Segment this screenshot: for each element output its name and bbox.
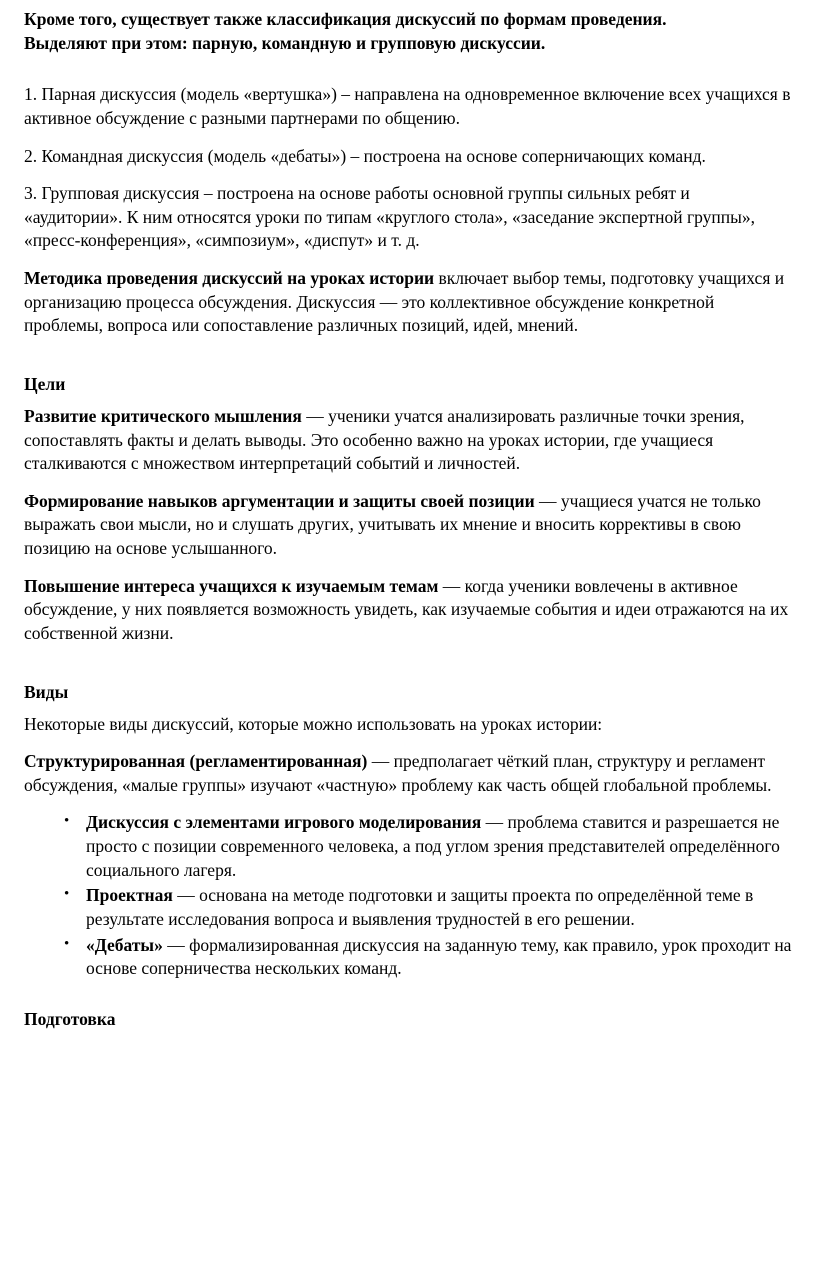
methodology-rest: включает выбор темы, подготовку учащихся и организацию процесса обсуждения. Дискуссия — это коллективное обсуждение конкретной проблемы, вопроса или сопоставление различных позиций, идей, мнений. xyxy=(24,268,785,336)
spacer xyxy=(24,995,792,1009)
bullet-3-bold-lead: «Дебаты» xyxy=(86,934,163,955)
goal-1-bold-lead: Развитие критического мышления xyxy=(24,405,302,426)
types-heading: Виды xyxy=(24,681,69,702)
types-structured xyxy=(24,750,792,797)
numbered-item-2: 2. Командная дискуссия (модель «дебаты») – построена на основе соперничающих команд. xyxy=(24,145,706,166)
intro-line-1: Кроме того, существует также классификация дискуссий по формам проведения. xyxy=(24,9,667,29)
structured-rest: — предполагает чёткий план, структуру и регламент обсуждения, «малые группы» изучают «частную» проблему как часть общей глобальной проблемы. xyxy=(24,751,772,795)
goal-3-rest: — когда ученики вовлечены в активное обсуждение, у них появляется возможность увидеть, как изучаемые события и идеи отражаются на их собственной жизни. xyxy=(24,575,789,643)
intro-paragraph xyxy=(24,8,792,55)
goal-1-rest: — ученики учатся анализировать различные точки зрения, сопоставлять факты и делать выводы. Это особенно важно на уроках истории, где учащиеся сталкиваются с множеством интерпретаций событий и личностей. xyxy=(24,405,745,474)
types-intro: Некоторые виды дискуссий, которые можно использовать на уроках истории: xyxy=(24,713,603,734)
bullet-3-rest: — формализированная дискуссия на заданную тему, как правило, урок проходит на основе соперничества нескольких команд. xyxy=(86,934,792,979)
structured-bold-lead: Структурированная (регламентированная) xyxy=(24,751,368,772)
goals-heading: Цели xyxy=(24,373,66,394)
goal-3-bold-lead: Повышение интереса учащихся к изучаемым темам xyxy=(24,575,439,596)
bullet-1-rest: — проблема ставится и разрешается не просто с позиции современного человека, а под углом зрения представителей определённого социального лагеря. xyxy=(86,812,780,880)
list-item xyxy=(86,811,792,882)
goal-item-1 xyxy=(24,405,792,476)
types-bullet-list xyxy=(24,811,792,980)
goal-2-rest: — учащиеся учатся не только выражать свои мысли, но и слушать других, учитывать их мнение и вносить коррективы в свою позицию на основе услышанного. xyxy=(24,490,761,558)
bullet-1-bold-lead: Дискуссия с элементами игрового моделирования xyxy=(86,812,482,833)
list-item xyxy=(86,934,792,981)
goal-2-bold-lead: Формирование навыков аргументации и защиты своей позиции xyxy=(24,490,535,511)
spacer xyxy=(24,660,792,682)
goal-item-2 xyxy=(24,490,792,561)
numbered-item-1: 1. Парная дискуссия (модель «вертушка») – направлена на одновременное включение всех учащихся в активное обсуждение с разными партнерами по общению. xyxy=(24,84,791,128)
preparation-heading: Подготовка xyxy=(24,1008,116,1029)
intro-line-2: Выделяют при этом: парную, командную и групповую дискуссии. xyxy=(24,32,546,53)
bullet-2-bold-lead: Проектная xyxy=(86,885,173,906)
goal-item-3 xyxy=(24,575,792,646)
spacer xyxy=(24,352,792,374)
list-item xyxy=(86,884,792,931)
numbered-item-3: 3. Групповая дискуссия – построена на основе работы основной группы сильных ребят и «аудитории». К ним относятся уроки по типам «круглого стола», «заседание экспертной группы», «пресс-конференция», «симпозиум», «диспут» и т. д. xyxy=(24,183,756,251)
spacer xyxy=(24,69,792,83)
bullet-2-rest: — основана на методе подготовки и защиты проекта по определённой теме в результате исследования вопроса и выявления трудностей в его решении. xyxy=(86,885,754,929)
methodology-bold-lead: Методика проведения дискуссий на уроках истории xyxy=(24,268,435,288)
methodology-paragraph xyxy=(24,267,792,338)
